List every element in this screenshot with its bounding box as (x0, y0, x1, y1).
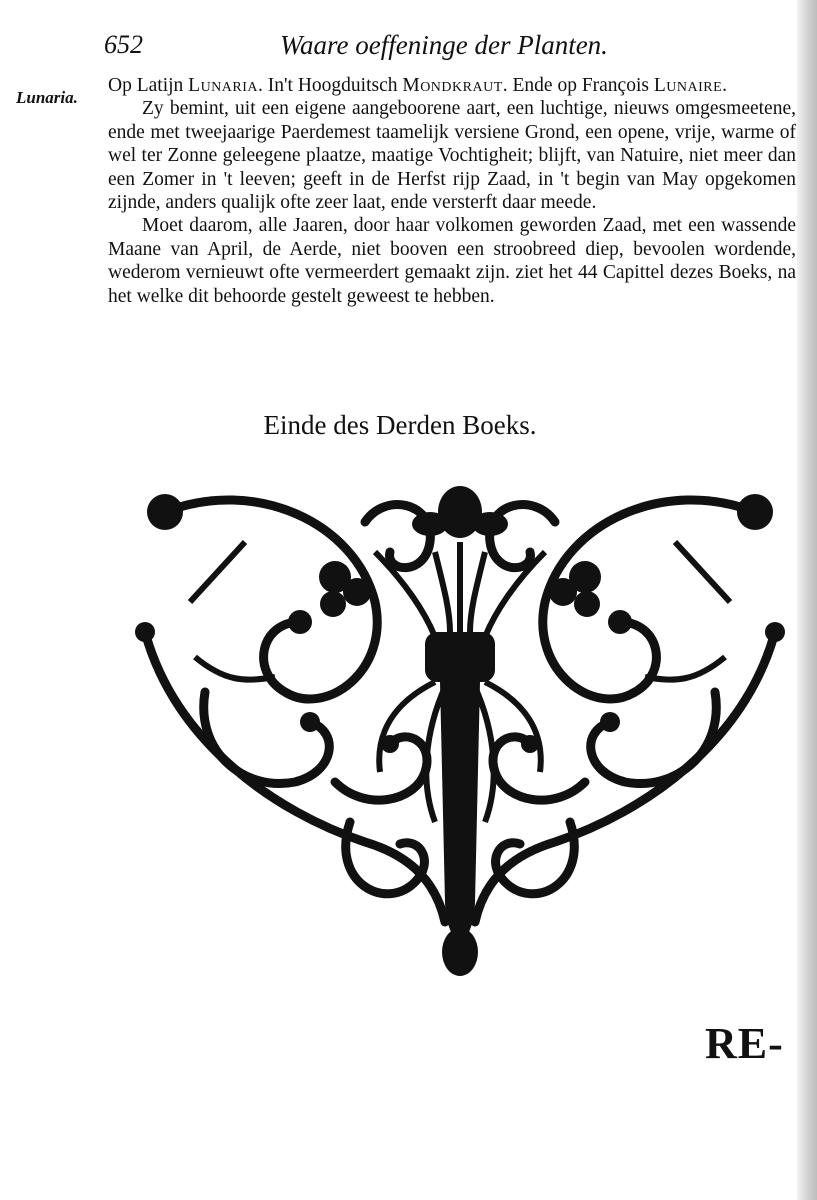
text-run: . Ende op François (502, 75, 654, 96)
text-run: Op Latijn (108, 75, 189, 96)
paragraph-sowing: Moet daarom, alle Jaaren, door haar volkomen geworden Zaad, met een wassende Maane van April, de Aerde, niet booven een stroobreed diep, bevoolen wordende, wederom vernieuwt ofte vermeerdert gemaakt zijn. ziet het 44 Capittel dezes Boeks, na het welke dit behoorde gestelt geweest te hebben. (108, 215, 796, 307)
text-run: . In't Hoogduitsch (258, 75, 403, 96)
latin-name: Lunaria (188, 75, 259, 96)
french-name: Lunaire (653, 75, 723, 96)
text-run: . (722, 75, 728, 96)
margin-note: Lunaria. (16, 88, 78, 107)
page-edge-shadow (797, 0, 817, 1200)
page-header (104, 30, 794, 74)
paragraph-names (108, 74, 796, 97)
floral-tailpiece-ornament-icon (135, 482, 785, 982)
body-text (108, 74, 796, 308)
end-of-book-title: Einde des Derden Boeks. (263, 410, 537, 440)
german-name: Mondkraut (402, 75, 503, 96)
running-title: Waare oeffeninge der Planten. (280, 30, 608, 60)
catchword: RE- (705, 1019, 784, 1068)
paragraph-growth: Zy bemint, uit een eigene aangeboorene aart, een luchtige, nieuws omgesmeetene, ende met tweejaarige Paerdemest taamelijk versiene Grond, een opene, vrije, warme of wel ter Zonne geleegene plaatze, maatige Vochtigheit; blijft, van Natuire, niet meer dan een Zomer in 't leeven; geeft in de Herfst rijp Zaad, in 't begin van May opgekomen zijnde, anders qualijk ofte zeer laat, ende versterft daar meede. (108, 98, 796, 214)
page-number: 652 (104, 30, 143, 59)
